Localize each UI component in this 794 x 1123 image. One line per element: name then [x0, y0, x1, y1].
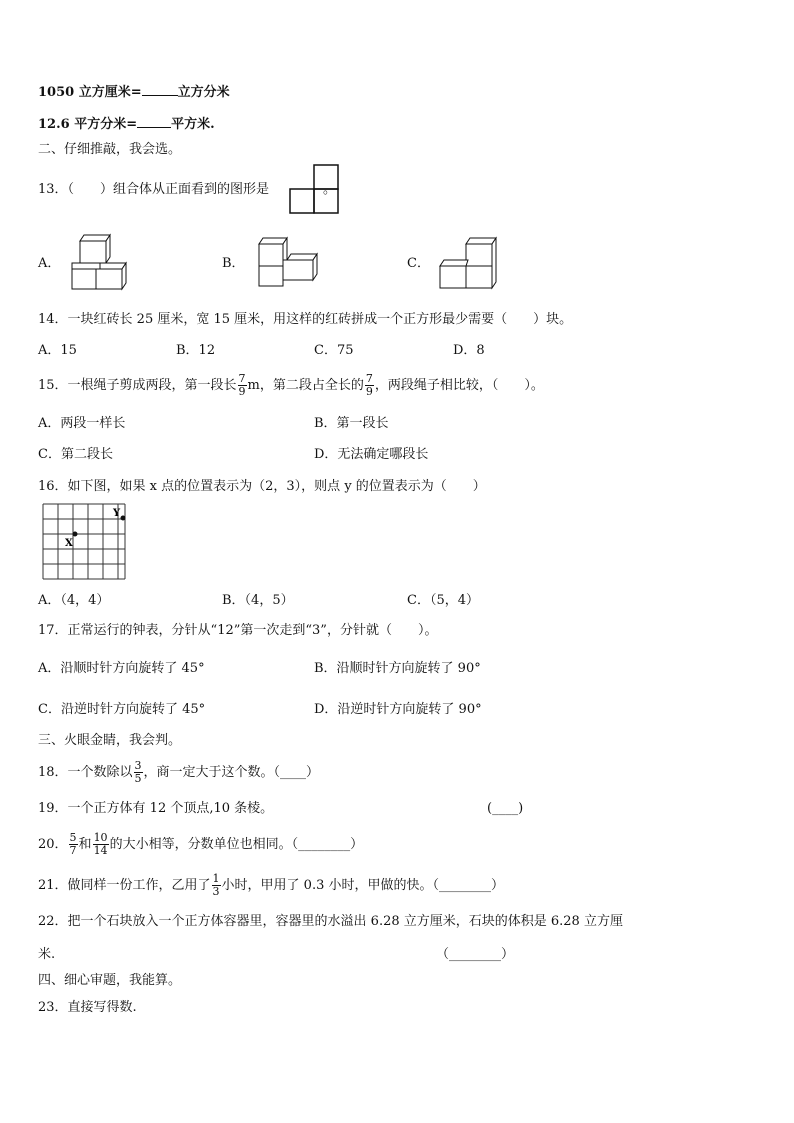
- section-3-heading: 三、火眼金睛，我会判。: [38, 733, 182, 748]
- question-20: [38, 828, 363, 862]
- cube-assembly-c: [438, 238, 500, 290]
- q17-option-d[interactable]: D．沿逆时针方向旋转了 90°: [314, 702, 482, 717]
- fraction: $\frac{3}{5}$: [134, 759, 142, 785]
- fraction: $\frac{1}{3}$: [212, 872, 220, 898]
- question-text: 平方米.: [171, 117, 215, 132]
- q16-option-b[interactable]: B．（4，5）: [222, 593, 294, 608]
- q17-option-c[interactable]: C．沿逆时针方向旋转了 45°: [38, 702, 206, 717]
- line-area-conversion: [38, 114, 215, 134]
- section-4-heading: 四、细心审题，我能算。: [38, 973, 182, 988]
- fraction: $\frac{7}{9}$: [238, 372, 246, 398]
- point-y-marker: [121, 516, 126, 521]
- question-text: 18．一个数除以: [38, 765, 133, 780]
- question-17: 17．正常运行的钟表，分针从“12”第一次走到“3”，分针就（ ）。: [38, 623, 438, 638]
- q13-option-b[interactable]: B．: [222, 256, 245, 271]
- q14-option-c[interactable]: C．75: [314, 343, 354, 358]
- cube-assembly-b: [255, 238, 323, 290]
- section-2-heading: 二、仔细推敲，我会选。: [38, 142, 182, 157]
- q15-option-c[interactable]: C．第二段长: [38, 447, 113, 462]
- question-text: 的大小相等，分数单位也相同。（________）: [109, 837, 364, 852]
- question-21: [38, 870, 504, 902]
- q15-option-a[interactable]: A．两段一样长: [38, 416, 126, 431]
- q17-option-a[interactable]: A．沿顺时针方向旋转了 45°: [38, 661, 205, 676]
- cube-assembly-a: [70, 235, 130, 290]
- question-22: 22．把一个石块放入一个正方体容器里，容器里的水溢出 6.28 立方厘米，石块的体积是 6.28 立方厘: [38, 914, 623, 929]
- question-14: 14．一块红砖长 25 厘米，宽 15 厘米，用这样的红砖拼成一个正方形最少需要（ ）块。: [38, 312, 573, 327]
- q17-option-b[interactable]: B．沿顺时针方向旋转了 90°: [314, 661, 481, 676]
- question-text: ，两段绳子相比较，（ ）。: [374, 378, 544, 393]
- question-19: 19．一个正方体有 12 个顶点,10 条棱。: [38, 801, 274, 816]
- q13-option-a[interactable]: A．: [38, 256, 61, 271]
- question-15: [38, 372, 544, 400]
- q16-option-a[interactable]: A．（4，4）: [38, 593, 110, 608]
- q15-option-d[interactable]: D．无法确定哪段长: [314, 447, 429, 462]
- point-x-marker: [73, 532, 78, 537]
- question-text: 15．一根绳子剪成两段，第一段长: [38, 378, 237, 393]
- question-text: 13．（ ）组合体从正面看到的图形是: [38, 182, 270, 197]
- question-18: [38, 759, 319, 787]
- point-x-label: X: [65, 538, 73, 549]
- coordinate-grid: [43, 504, 127, 580]
- question-16: 16．如下图，如果 x 点的位置表示为（2，3），则点 y 的位置表示为（ ）: [38, 479, 486, 494]
- point-y-label: Y: [113, 508, 121, 519]
- question-22-cont: 米.: [38, 947, 56, 962]
- q22-answer-blank[interactable]: （________）: [436, 947, 515, 962]
- question-23: 23．直接写得数.: [38, 1000, 137, 1015]
- question-text: 小时，甲用了 0.3 小时，甲做的快。（________）: [221, 878, 504, 893]
- q14-option-b[interactable]: B．12: [176, 343, 216, 358]
- fraction: $\frac{7}{9}$: [365, 372, 373, 398]
- question-text: m，第二段占全长的: [247, 378, 364, 393]
- question-text: 1050 立方厘米=: [38, 85, 142, 100]
- question-text: 20．: [38, 837, 68, 852]
- q14-option-d[interactable]: D．8: [453, 343, 485, 358]
- q13-option-c[interactable]: C．: [407, 256, 430, 271]
- line-volume-conversion: [38, 82, 230, 102]
- question-text: 。: [323, 182, 337, 197]
- question-text: 立方分米: [177, 85, 230, 100]
- fraction: $\frac{5}{7}$: [69, 831, 77, 857]
- q14-option-a[interactable]: A．15: [38, 343, 77, 358]
- question-text: 21．做同样一份工作，乙用了: [38, 878, 211, 893]
- q15-option-b[interactable]: B．第一段长: [314, 416, 389, 431]
- fraction: $\frac{10}{14}$: [93, 831, 108, 857]
- question-text: ，商一定大于这个数。（____）: [143, 765, 320, 780]
- question-text: 12.6 平方分米=: [38, 117, 138, 132]
- q16-option-c[interactable]: C．（5，4）: [407, 593, 479, 608]
- front-view-figure: [290, 165, 340, 215]
- q19-answer-blank[interactable]: (____): [487, 801, 524, 816]
- question-text: 和: [78, 837, 92, 852]
- answer-blank[interactable]: [142, 82, 178, 96]
- answer-blank[interactable]: [137, 114, 171, 128]
